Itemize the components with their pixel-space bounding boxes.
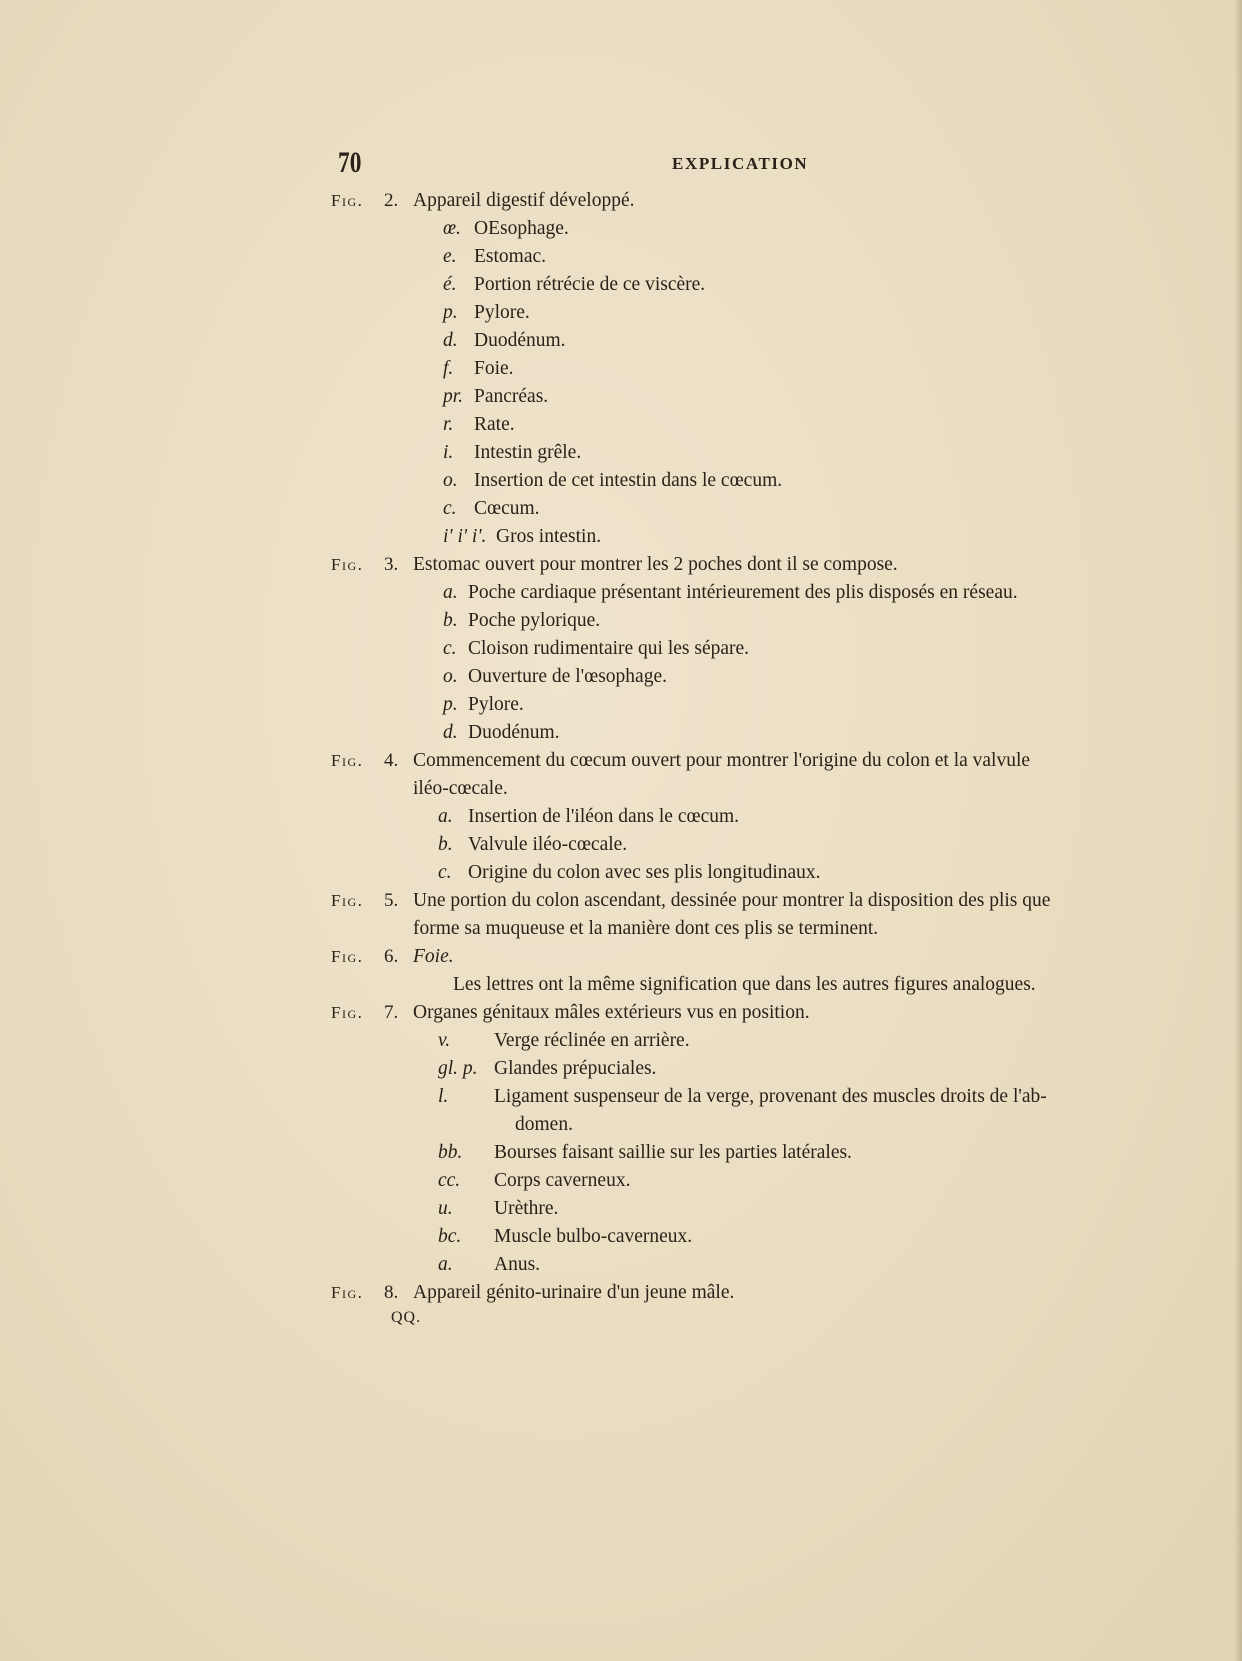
fig5-heading [0,887,1242,915]
item-letter: u. [438,1198,453,1219]
fig6-note: Les lettres ont la même signification que dans les autres figures analogues. [453,974,1036,995]
item-text: Urèthre. [494,1198,559,1219]
fig3-number: 3. [384,554,399,575]
fig6-heading [0,943,1242,971]
item-text-continuation: domen. [515,1114,573,1135]
fig4-number: 4. [384,750,399,771]
item-letter: c. [438,862,452,883]
item-text: Rate. [474,414,515,435]
item-text: Estomac. [474,246,547,267]
running-title: EXPLICATION [672,154,809,173]
item-text: Duodénum. [468,722,560,743]
item-text: Insertion de cet intestin dans le cœcum. [474,470,783,491]
page-header [338,146,808,186]
item-text: Insertion de l'iléon dans le cœcum. [468,806,740,827]
item-letter: d. [443,330,458,351]
item-letter: bc. [438,1226,462,1247]
item-letter: p. [443,694,458,715]
item-text: Corps caverneux. [494,1170,631,1191]
item-text: Ouverture de l'œsophage. [468,666,667,687]
item-text: Verge réclinée en arrière. [494,1030,690,1051]
item-text: Bourses faisant saillie sur les parties latérales. [494,1142,852,1163]
fig8-description: Appareil génito-urinaire d'un jeune mâle. [413,1282,735,1303]
fig2-label: Fig. [331,191,364,210]
item-text: Glandes prépuciales. [494,1058,657,1079]
fig7-number: 7. [384,1002,399,1023]
fig7-label: Fig. [331,1003,364,1022]
item-letter: o. [443,470,458,491]
item-letter: r. [443,414,454,435]
fig7-description: Organes génitaux mâles extérieurs vus en position. [413,1002,810,1023]
item-text: Muscle bulbo-caverneux. [494,1226,693,1247]
fig5-number: 5. [384,890,399,911]
item-letter: d. [443,722,458,743]
item-letter: cc. [438,1170,461,1191]
item-letter: i. [443,442,454,463]
fig8-label: Fig. [331,1283,364,1302]
fig5-description-continuation: forme sa muqueuse et la manière dont ces plis se terminent. [413,918,879,939]
item-text: Ligament suspenseur de la verge, provenant des muscles droits de l'ab- [494,1086,1047,1107]
item-letter: a. [438,1254,453,1275]
item-letter: c. [443,638,457,659]
fig2-description: Appareil digestif développé. [413,190,635,211]
fig2-heading [0,187,1242,215]
item-text: Intestin grêle. [474,442,582,463]
item-text: Valvule iléo-cœcale. [468,834,628,855]
item-text: Pylore. [474,302,530,323]
item-letter: f. [443,358,454,379]
item-letter: e. [443,246,457,267]
item-letter: é. [443,274,457,295]
item-letter: v. [438,1030,451,1051]
item-letter: i' i' i'. [443,526,487,547]
item-text: Origine du colon avec ses plis longitudinaux. [468,862,821,883]
item-text: OEsophage. [474,218,569,239]
page-number: 70 [338,146,362,179]
item-letter: a. [443,582,458,603]
fig7-heading [0,999,1242,1027]
fig5-description: Une portion du colon ascendant, dessinée pour montrer la disposition des plis que [413,890,1051,911]
item-letter: b. [443,610,458,631]
fig4-heading [0,747,1242,775]
fig2-number: 2. [384,190,399,211]
fig3-heading [0,551,1242,579]
item-letter: a. [438,806,453,827]
fig4-description: Commencement du cœcum ouvert pour montrer l'origine du colon et la valvule [413,750,1031,771]
item-letter: b. [438,834,453,855]
item-text: Foie. [474,358,514,379]
fig8-number: 8. [384,1282,399,1303]
item-text: Gros intestin. [496,526,602,547]
fig4-description-continuation: iléo-cœcale. [413,778,508,799]
fig8-heading [0,1279,1242,1307]
item-text: Duodénum. [474,330,566,351]
item-letter: c. [443,498,457,519]
page-edge-shadow [1234,0,1242,1661]
fig3-label: Fig. [331,555,364,574]
signature-mark: QQ. [391,1309,422,1326]
item-letter: o. [443,666,458,687]
item-letter: gl. p. [438,1058,478,1079]
item-text: Pylore. [468,694,524,715]
fig6-label: Fig. [331,947,364,966]
item-letter: pr. [443,386,464,407]
item-text: Anus. [494,1254,541,1275]
item-text: Portion rétrécie de ce viscère. [474,274,706,295]
fig3-description: Estomac ouvert pour montrer les 2 poches dont il se compose. [413,554,898,575]
item-letter: p. [443,302,458,323]
item-letter: l. [438,1086,449,1107]
item-text: Cœcum. [474,498,540,519]
item-text: Cloison rudimentaire qui les sépare. [468,638,750,659]
item-text: Poche cardiaque présentant intérieurement des plis disposés en réseau. [468,582,1018,603]
fig4-label: Fig. [331,751,364,770]
fig5-label: Fig. [331,891,364,910]
item-letter: bb. [438,1142,463,1163]
fig6-description: Foie. [413,946,454,967]
item-text: Poche pylorique. [468,610,601,631]
fig6-number: 6. [384,946,399,967]
item-letter: œ. [443,218,461,239]
item-text: Pancréas. [474,386,549,407]
